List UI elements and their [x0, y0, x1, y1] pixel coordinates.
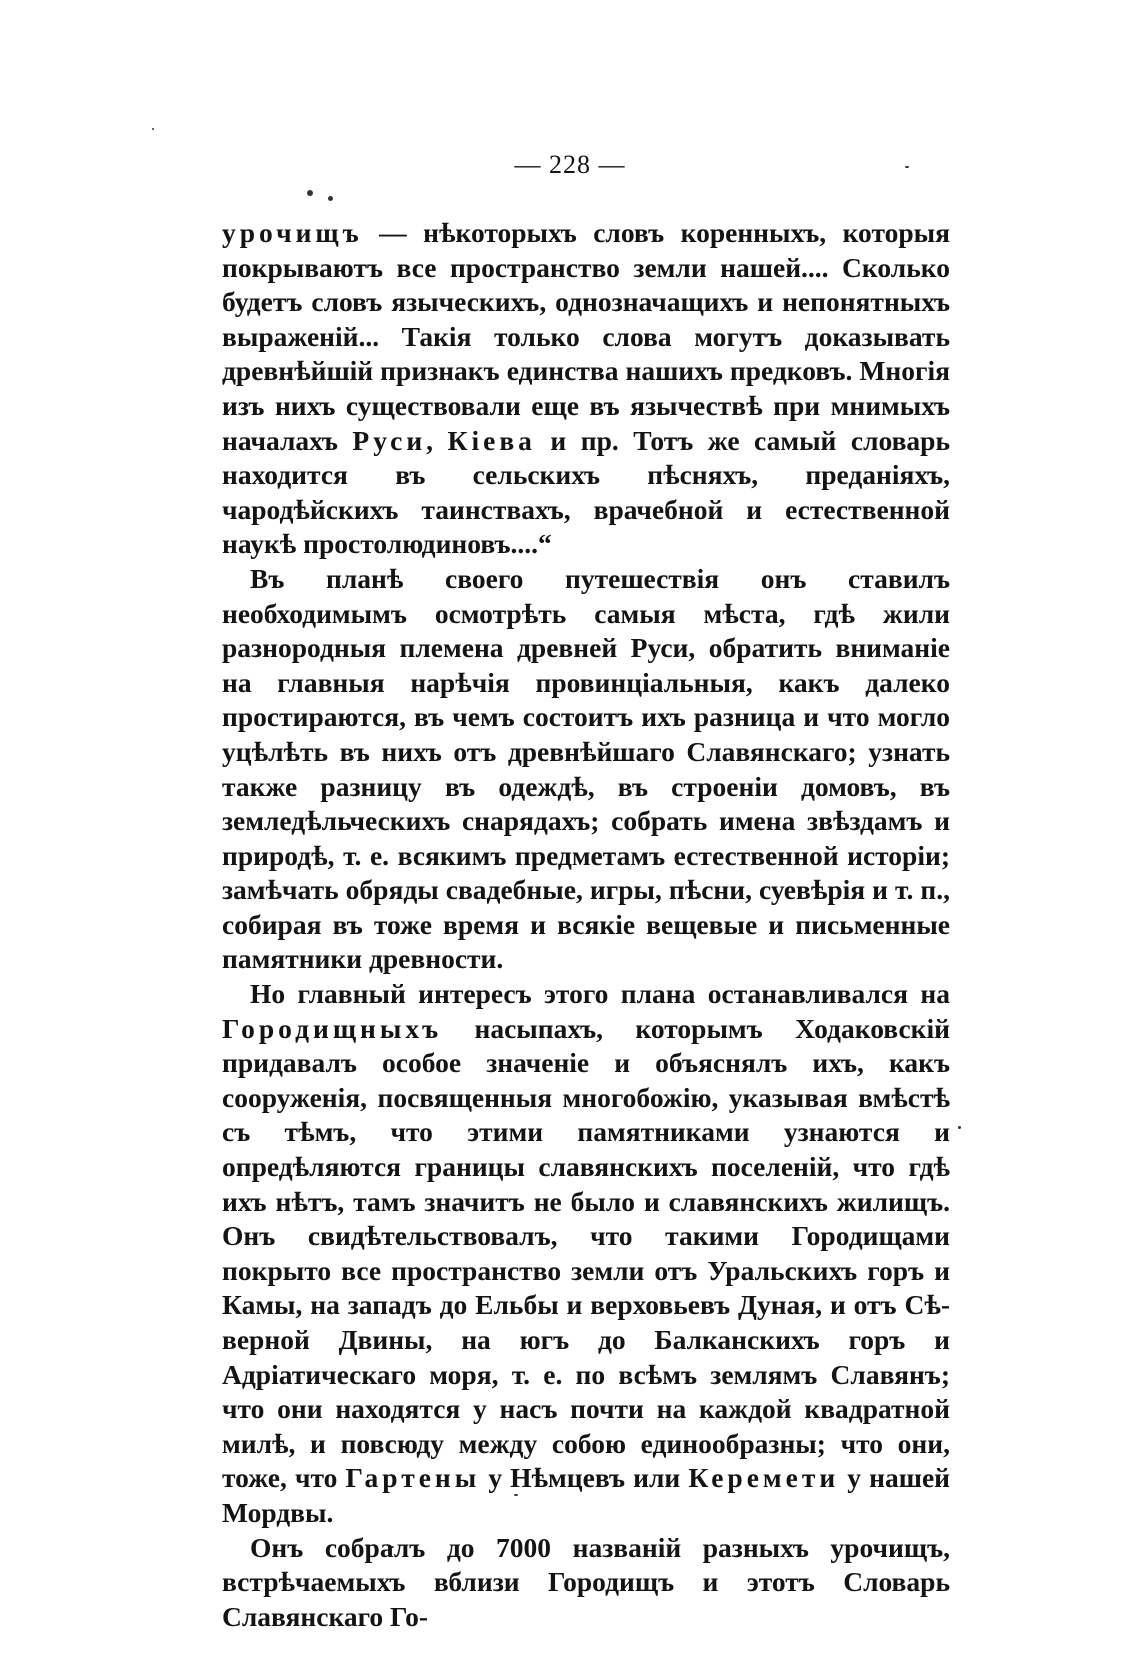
spaced-emphasis-text: Городищныхъ [222, 1012, 443, 1044]
spaced-emphasis-text: Руси [352, 424, 427, 456]
paragraph-text: у Нѣмцевъ или [480, 1462, 689, 1494]
paragraph-text: Въ планѣ своего путешествія онъ ставилъ необходимымъ осмотрѣть самыя мѣста, гдѣ жили разнородныя племена древней Руси, обратить вниманіе на главныя нарѣчія провинціальныя, какъ далеко простираются, въ чемъ состоитъ ихъ разница и что могло уцѣлѣть въ нихъ отъ древнѣйшаго Славянскаго; узнать также разницу въ одеждѣ, въ строеніи домовъ, въ земледѣльческихъ снарядахъ; собрать имена звѣздамъ и природѣ, т. е. всякимъ предметамъ естественной исторіи; замѣчать обряды свадебные, игры, пѣсни, суевѣрія и т. п., собирая въ тоже время и всякіе вещевые и письменные памятники древности. [222, 562, 950, 975]
paragraph-text: — нѣкоторыхъ словъ коренныхъ, которыя покрываютъ все пространство земли нашей.... Сколько будетъ словъ языческихъ, однозначащихъ и непонятныхъ выраженій... Такія только слова могутъ доказывать древнѣйшій признакъ единства нашихъ предковъ. Многія изъ нихъ существовали еще въ язычествѣ при мнимыхъ началахъ [222, 217, 950, 456]
paragraph-p4 [222, 1531, 950, 1635]
paragraph-text: Но главный интересъ этого плана останавливался на [250, 978, 950, 1010]
page-number: — 228 — [514, 150, 626, 179]
paragraph-text: и пр. Тотъ же самый словарь находится въ сельскихъ пѣсняхъ, преданіяхъ, чародѣйскихъ таинствахъ, врачебной и естественной наукѣ простолюдиновъ....“ [222, 424, 951, 560]
body-text [222, 216, 950, 1634]
spaced-emphasis-text: Керемети [688, 1462, 840, 1494]
paragraph-text: насыпахъ, которымъ Ходаковскій придавалъ особое значеніе и объяснялъ ихъ, какъ сооруженія, посвященныя многобожію, указывая вмѣстѣ съ тѣмъ, что этими памятниками узнаются и опредѣляются границы славянскихъ поселеній, что гдѣ ихъ нѣтъ, тамъ значитъ не было и славянскихъ жилищъ. Онъ свидѣтельствовалъ, что такими Городищами покрыто все пространство земли отъ Уральскихъ горъ и Камы, на западъ до Ельбы и верховьевъ Дуная, и отъ Сѣверной Двины, на югъ до Балканскихъ горъ и Адріатическаго моря, т. е. по всѣмъ землямъ Славянъ; что они находятся у насъ почти на каждой квадратной милѣ, и повсюду между собою единообразны; что они, тоже, что [222, 1012, 950, 1494]
scan-speck [328, 196, 333, 201]
spaced-emphasis-text: урочищъ [222, 217, 363, 248]
scan-speck [307, 190, 313, 196]
spaced-emphasis-text: Кіева [447, 424, 536, 456]
spaced-emphasis-text: Гартены [345, 1462, 481, 1494]
paragraph-p1 [222, 216, 950, 562]
scan-speck [152, 128, 154, 130]
paragraph-text: Онъ собралъ до 7000 названій разныхъ урочищъ, встрѣчаемыхъ вблизи Городищъ и этотъ Словарь Славянскаго Го- [222, 1531, 950, 1632]
scan-speck [958, 1126, 961, 1129]
paragraph-text: у нашей Мордвы. [222, 1462, 950, 1528]
paragraph-text: , [426, 424, 448, 456]
paragraph-p2 [222, 562, 950, 977]
paragraph-p3 [222, 977, 950, 1531]
